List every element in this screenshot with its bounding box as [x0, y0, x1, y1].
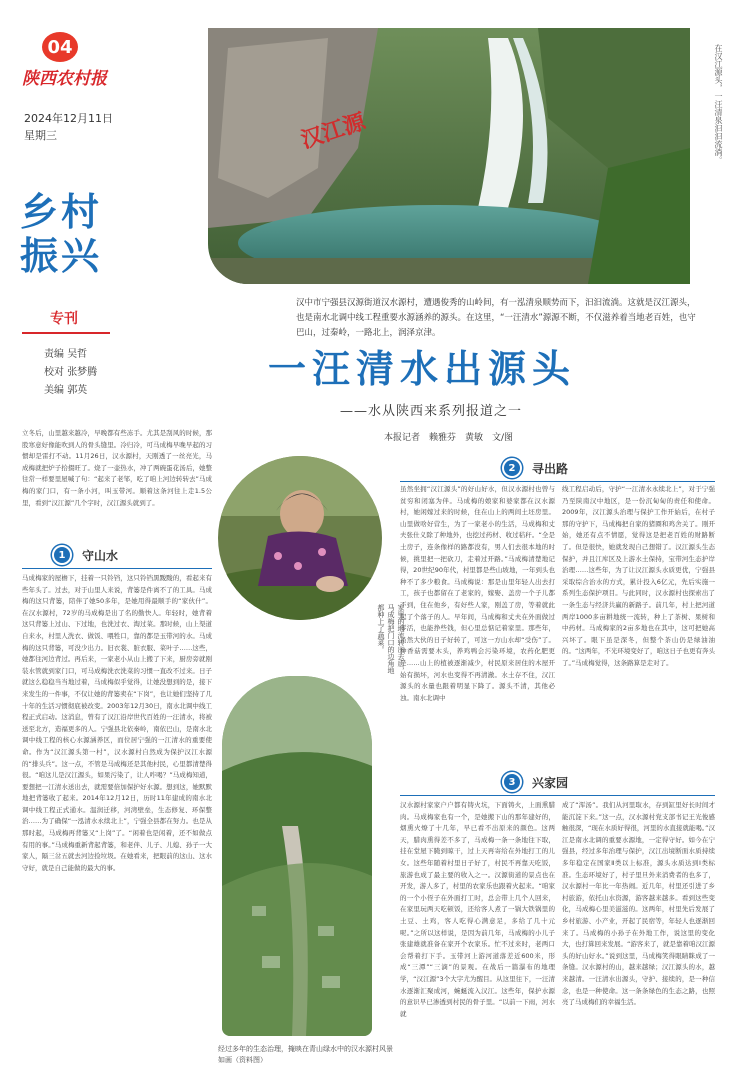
section-rule: [400, 481, 715, 482]
intro-paragraph: 汉中市宁强县汉源街道汉水源村，遭遇俊秀的山岭间，有一泓清泉顺势而下，汩汩流淌。这就是汉江源头，也是南水北调中线工程重要水源涵养的源头。在这里，“一汪清水”源源不断，不仅滋养着当地老百姓，也守巴山，过秦岭，一路北上，润泽京津。: [296, 298, 696, 338]
newspaper-logo: 陕西农村报: [22, 69, 107, 89]
hero-caption: 在汉江源头，一汪清泉汩汩流淌。: [714, 44, 723, 164]
article-byline: 本报记者 赖雅芬 黄敏 文/图: [384, 433, 514, 443]
waterfall-illustration: [208, 28, 690, 284]
column3-section3-text: 成了“浑汤”。我们从河里取水，存到缸里好长时间才能沉淀下来。”这一点，汉水源村党支部书记王光俊感触很深，“现在水质好得很，河里的水直接就能喝。”汉江是南水北调的重要水源地，一定得守好。如今在宁强县，经过多年治理与保护，汉江出境断面水质持续多年稳定在国家Ⅱ类以上标准，源头水质达到Ⅰ类标准。生态环境好了，村子里旦外来消费者的也多了，汉水源村一年比一年热闹。近几年，村里还引进了乡村旅游，依托山水资源，游客越来越多。看到这些变化，马成梅心里美滋滋的。这两年，村里先后发展了乡村旅游、小产业，开起了民宿等，年轻人也逐渐回来了。马成梅的小孙子在外地工作，说这里的变化大，也打算回来发展。“游客来了，就是靠着咱汉江源头的好山好水。”说到这里，马成梅笑得眼睛眯成了一条缝。汉水源村的山，越来越绿；汉江源头的水，越来越清。一汪清水出源头，守护、接续的，是一种信念，也是一种使命。这一条条绿色的生态之路，也照亮了马成梅们的幸福生活。: [562, 801, 715, 1007]
editor-row: 责编 吴哲: [44, 349, 88, 360]
editor-row: 美编 郭英: [44, 385, 88, 396]
svg-text:汉江源: 汉江源: [297, 108, 369, 154]
page-number: 04: [47, 36, 73, 58]
article-subhead: ——水从陕西来系列报道之一: [340, 404, 523, 419]
weekday-text: 星期三: [24, 129, 57, 142]
section-title-line2: 振兴: [20, 233, 103, 278]
valley-village-photo: [222, 676, 372, 1036]
section-title: [20, 190, 102, 278]
section-heading-1: [52, 545, 118, 565]
valley-illustration: [222, 676, 372, 1036]
special-edition-label: 专刊: [50, 311, 78, 327]
section-heading-3: [502, 772, 568, 792]
section-heading-2: [502, 458, 568, 478]
page-number-badge: [42, 32, 78, 62]
column2-section3-text: 汉水源村家家户户都有铸火坑，下面铸火，上面熏腊肉。马成梅家也有一个，是她搬下山的那年建好的，烟熏火燎了十几年，早已看不出原来的颜色。这两天，腊肉熏得差不多了，马成梅一条一条地往下取，挂在堂屋下腌到晾干，过上天再寄给在外地打工的儿女。这些年随着村里日子好了，村民不再靠天吃饭，旅游也成了最主要的收入之一。汉源街道的景点也在开发，游人多了，村里的农家乐也跟着火起来。“咱家的一个小侄子在外面打工时，总会带上几个人回来，在家里玩两天吃顿饭，还给客人煮了一锅大铁锅里的土豆、土鸡，客人吃得心满意足，多给了几十元呢。”之所以这样说，是因为前几年，马成梅的小儿子张建雄就准备在家开个农家乐。忙不过来时，老两口会帮着打下手。玉带河上游河道落差近600米，形成“三潭”“三滴”的景观。在战后一篇瀑布的地理学，“汉江源”3个大字尤为醒目。从这里往下，一汪清水逐渐汇聚成河，蜿蜒流入汉江。这些年，保护水源的意识早已渗透到村民的骨子里。“以前一下雨，河水就: [400, 801, 555, 1018]
valley-photo-caption: 经过多年的生态治理，掩映在青山绿水中的汉水源村风景如画（资料图）: [218, 1045, 393, 1064]
date-text: 2024年12月11日: [24, 112, 113, 125]
column2-section2-text: 虽然坐拥“汉江源头”的好山好水，但汉水源村也曾与贫穷和闭塞为伴。马成梅的娘家和婆家都在汉水源村，她闲嫁过来的时候，住在山上的两间土坯房里。山里做啥好营生，为了一家老小的生活，马成梅和丈夫张仕义除了种地外，也挖过药材、收过秸秆。“全是土房子，连条像样的路都没有，男人们去很本地的时候，挑里把一把砍刀，走着过开路。”马成梅清楚地记得，20世纪90年代，村里都是些山坡地，一年到头也种不了多少粮食。马成梅说：那是山里年轻人出去打工，孩子也都留在了老家的，嫁娶、盖房一个子儿都不到，住在他乡，有好些人家，刚盖了房，等着就此起了个落子的人。早年间，马成梅和丈夫在外面做过零活，也能挣些钱，但心里总惦记着家里。那些年，虽然大伙的日子好转了，可这一方山水却“受伤”了。种香菇需要木头，养鸡鸭会污染环境，农药化肥更是……山上的植被逐渐减少，村民原来居住的木屋开始有损坏，河水也变得不再清澈。水土存不住，汉江源头的水量也跟着明显下降了。源头不清，其他必浊。南水北调中: [400, 485, 555, 702]
section-heading-text: 守山水: [82, 548, 119, 563]
editor-row: 校对 张梦腾: [44, 367, 98, 378]
section-heading-text: 兴家园: [532, 775, 569, 790]
section-number-badge: 1: [52, 545, 72, 565]
hero-waterfall-photo: [208, 28, 690, 284]
section-divider: [22, 332, 110, 334]
woman-illustration: [218, 456, 382, 620]
column3-section2-text: 线工程启动后，守护“一江清水永续北上”，对于宁强乃至陕南汉中地区，是一份沉甸甸的责任和使命。2009年，汉江源头治理与保护工作开始后，在村子那的守护下，马成梅把自家的猪圈和鸡舍关了。刚开始，她还有点不情愿，觉得这是把老百姓的财路断了。但是很快，她就发现自己想错了。汉江源头生态保护，并且江库区及上游水土保持，宝带河生态护岸治理……这些年，为了让汉江源头水质更优，宁强县采取综合治水的方式，累计投入6亿元，先后实施一系列生态保护项目。与此同时，汉水源村也探索出了一条生态与经济共赢的新路子。前几年，村上把河道两岸1000多亩耕地统一流转，种上了茶树、果树和中药材。马成梅家的2亩多地也在其中，这可把她高兴坏了。眼下虽是深冬，但整个茶山仍是绿油油的。“这两年，不光环境变好了，咱这日子也更有奔头了。”马成梅觉得，这条路算是走对了。: [562, 485, 715, 667]
editor-credits: [44, 346, 97, 400]
woman-farming-photo: [218, 456, 382, 620]
section-rule: [22, 568, 212, 569]
woman-photo-caption: 家里的地流转出去后，马成梅把门口的边角地都种上了蔬菜。: [377, 604, 405, 674]
column1-intro-text: 立冬后，山里越来越冷，早晚都有些冻手。尤其是刮风的时候，那股寒意好像能吹到人的骨头缝里。冷归冷，可马成梅早晚早起的习惯却是雷打不动。11月26日，汉水源村，天刚透了一丝亮光，马成梅就把炉子拾掇旺了。烧了一壶热水，冲了两碗蛋花汤后，她整往常一样要里屋喊了句：“起来了老邹，吃了咱上河边转转去”马成梅的家门口，有一条小河，叫玉带河。顺着这条河往上走1.5公里，看到“汉江源”几个字时，汉江源头就到了。: [22, 429, 212, 507]
section-title-line1: 乡村: [20, 189, 103, 234]
issue-date: [24, 110, 113, 144]
section-heading-text: 寻出路: [532, 461, 569, 476]
column1-section1-text: 马成梅家的屋檐下，挂着一只铃铛，这只铃铛黑黢黢的，看起来有些年头了。过去，对于山里人来说，背篓是件离不了的工具。马成梅的这只背篓，陪伴了她50多年，是她用得最顺手的“家伙什”。在汉水源村，72岁的马成梅是出了名的勤快人。年轻时，她背着这只背篓上过山、下过地，也洗过衣、淘过菜。那时候，山上渠道自来水，村里人洗衣、做饭、喂牲口，靠的都是玉带河的水。马成梅的这只背篓，可没少出力。旧衣裳、脏衣服、菜叶子……这些，她都往河边背过。再后来，一家老小从山上搬了下来，厨房旁就刚装水管就到家门口，可马成梅洗衣洗菜的习惯一直改不过来。日子就这么稳稳当当地过着，马成梅似乎觉得，让她没想到的是，接下来发生的一件事，不仅让她的背篓卖在“下岗”，也让她们坚持了几十年的生活习惯彻底被改变。2003年12月30日，南水北调中线工程正式启动。这消息，曾有了汉江沿岸世代百姓的一汪清水，将被送至北方，造福更多的人。宁强县北依秦岭，南依巴山，是南水北调中线工程的核心水源涵养区，而位居宁强的一江清水的重要使命。作为“汉江源头第一村”，汉水源村自然成为保护汉江水源的“排头兵”。这一点，不管是马成梅还是其他村民，心里都清楚得很。“咱这儿是汉江源头，如果污染了，让人咋喝？”马成梅知道，要想把一江清水送出去，就需要倍加保护好水源。想到这，她默默地把背篓收了起来。2014年12月12日，历时11年建成的南水北调中线工程正式通水。温润迁移，河湾壁垒，生态修复、环保整治……为了确保“一泓清水永续北上”，宁强全县都在努力。也是从那时起，马成梅再背篓又“上岗”了。“闲着也是闲着，还不如做点有用的事。”马成梅重新背起背篓，和老伴、儿子、儿媳、孙子一大家人，隔三岔五就去河边捡垃圾。在她看来，把眼前的这山、这水守好，就是自己能做的最大的事。: [22, 574, 212, 872]
section-rule: [400, 795, 715, 796]
section-number-badge: 2: [502, 458, 522, 478]
article-headline: 一汪清水出源头: [268, 346, 577, 391]
section-number-badge: 3: [502, 772, 522, 792]
